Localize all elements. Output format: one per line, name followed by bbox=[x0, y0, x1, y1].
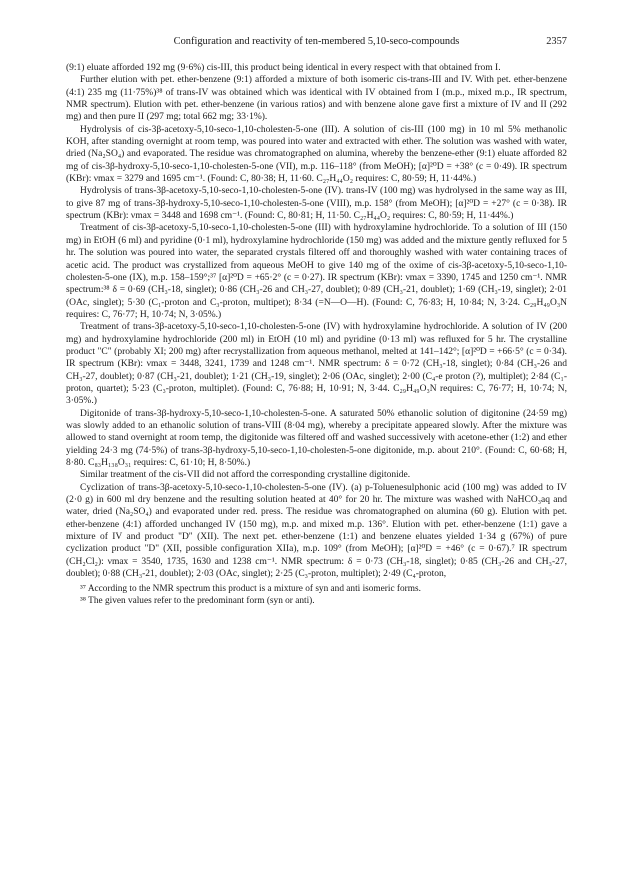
paragraph: Hydrolysis of trans-3β-acetoxy-5,10-seco-1,10-cholesten-5-one (IV). trans-IV (100 mg) was hydrolysed in the same way as III, to give 87 mg of trans-3β-hydroxy-5,10-seco-1,10-cholesten-5-one (VIII), m.p. 158° (from MeOH); [α]²⁰D = +27° (c = 0·38). IR spectrum (KBr): νmax = 3448 and 1698 cm⁻¹. (Found: C, 80·81; H, 11·50. C₂₇H₄₄O₂ requires: C, 80·59; H, 11·44%.) bbox=[66, 186, 567, 222]
paragraph: Further elution with pet. ether-benzene (9:1) afforded a mixture of both isomeric cis-trans-III and IV. With pet. ether-benzene (4:1) 235 mg (11·75%)³⁸ of trans-IV was obtained which was identical with IV obtained from I (m.p., mixed m.p., IR spectrum, NMR spectrum). Elution with pet. ether-benzene (in various ratios) and with benzene alone gave first a mixture of IV and II (292 mg) and then pure II (297 mg; total 662 mg; 33·1%). bbox=[66, 75, 567, 123]
paragraph: Similar treatment of the cis-VII did not afford the corresponding crystalline digitonide. bbox=[80, 470, 411, 481]
paragraph: Cyclization of trans-3β-acetoxy-5,10-seco-1,10-cholesten-5-one (IV). (a) p-Toluenesulphonic acid (100 mg) was added to IV (2·0 g) in 600 ml dry benzene and the resulting solution heated at 40° for 20 hr. The mixture was washed with NaHCO₃aq and water, dried (Na₂SO₄) and evaporated under red. press. The residue was chromatographed on alumina (60 g). Elution with pet. ether-benzene (4:1) afforded unchanged IV (150 mg), m.p. and mixed m.p. 136°. Elution with pet. ether-benzene (1:1) gave a mixture of IV and product "D" (XII). The next pet. ether-benzene (1:1) and benzene eluates yielded 1·34 g (67%) of pure cyclization product "D" (XII, possible configuration XIIa), m.p. 109° (from MeOH); [α]²⁰D = +46° (c = 0·67).⁷ IR spectrum (CH₂Cl₂): νmax = 3540, 1735, 1630 and 1238 cm⁻¹. NMR spectrum: δ = 0·73 (CH₃-18, singlet); 0·85 (CH₃-26 and CH₃-27, doublet); 0·88 (CH₃-21, doublet); 2·03 (OAc, singlet); 2·25 (C₃-proton, multiplet); 2·49 (C₄-proton, bbox=[66, 482, 567, 580]
page-number: 2357 bbox=[546, 36, 567, 47]
body-text bbox=[66, 62, 567, 580]
footnote: ³⁷ According to the NMR spectrum this product is a mixture of syn and anti isomeric forms. bbox=[80, 584, 421, 595]
paragraph: Digitonide of trans-3β-hydroxy-5,10-seco-1,10-cholesten-5-one. A saturated 50% ethanolic solution of digitonine (24·59 mg) was slowly added to an ethanolic solution of trans-VIII (8·04 mg), whereby a precipitate appeared slowly. After the mixture was allowed to stand overnight at room temp, the digitonide was filtered off and washed successively with acetone-ether (1:2) and ether yielding 24·3 mg (74·5%) of trans-3β-hydroxy-5,10-seco-1,10-cholesten-5-one digitonide, m.p. about 210°. (Found: C, 60·68; H, 8·80. C₈₃H₁₃₈O₃₁ requires: C, 61·10; H, 8·50%.) bbox=[66, 408, 567, 468]
paragraph: Treatment of trans-3β-acetoxy-5,10-seco-1,10-cholesten-5-one (IV) with hydroxylamine hydrochloride. A solution of IV (200 mg) and hydroxylamine hydrochloride (200 ml) in EtOH (10 ml) and pyridine (0·13 ml) was refluxed for 5 hr. The crystalline product "C" (probably XI; 200 mg) after recrystallization from aqueous methanol, melted at 141–142°; [α]²⁰D = +66·5° (c = 0·34). IR spectrum (KBr): νmax = 3448, 3241, 1739 and 1248 cm⁻¹. NMR spectrum: δ = 0·72 (CH₃-18, singlet); 0·84 (CH₃-26 and CH₃-27, doublet); 0·87 (CH₃-21, doublet); 1·21 (CH₃-19, singlet); 2·06 (OAc, singlet); 2·00 (C₄-e proton (?), multiplet); 2·84 (C₁-proton, quartet); 5·23 (C₃-proton, multiplet). (Found: C, 76·88; H, 10·91; N, 3·44. C₂₉H₄₉O₃N requires: C, 76·77; H, 10·74; N, 3·05%.) bbox=[66, 322, 567, 407]
paragraph: Treatment of cis-3β-acetoxy-5,10-seco-1,10-cholesten-5-one (III) with hydroxylamine hydrochloride. To a solution of III (150 mg) in EtOH (6 ml) and pyridine (0·1 ml), hydroxylamine hydrochloride (150 mg) was added and the mixture gently refluxed for 5 hr. The solution was poured into water, the separated crystals filtered off and thoroughly washed with water containing traces of acetic acid. The product was crystallized from aqueous MeOH to give 140 mg of the oxime of cis-3β-acetoxy-5,10-seco-1,10-cholesten-5-one (IX), m.p. 158–159°;³⁷ [α]²⁰D = +65·2° (c = 0·27). IR spectrum (KBr): νmax = 3390, 1745 and 1250 cm⁻¹. NMR spectrum:³⁸ δ = 0·69 (CH₃-18, singlet); 0·86 (CH₃-26 and CH₃-27, doublet); 0·89 (CH₃-21, doublet); 1·69 (CH₃-19, singlet); 2·01 (OAc, singlet); 5·30 (C₁-proton and C₃-proton, multipet); 8·34 (=N—O—H). (Found: C, 76·83; H, 10·84; N, 3·24. C₂₉H₄₉O₃N requires: C, 76·77; H, 10·74; N, 3·05%.) bbox=[66, 223, 567, 320]
running-header bbox=[66, 36, 567, 52]
footnote: ³⁸ The given values refer to the predominant form (syn or anti). bbox=[80, 596, 315, 607]
footnotes bbox=[66, 583, 567, 607]
paragraph: (9:1) eluate afforded 192 mg (9·6%) cis-III, this product being identical in every respect with that obtained from I. bbox=[66, 63, 501, 73]
paragraph: Hydrolysis of cis-3β-acetoxy-5,10-seco-1,10-cholesten-5-one (III). A solution of cis-III (100 mg) in 10 ml 5% methanolic KOH, after standing overnight at room temp, was poured into water and extracted with ether. The solution was washed with water, dried (Na₂SO₄) and evaporated. The residue was chromatographed on alumina, whereby the benzene-ether (9:1) eluate afforded 82 mg of cis-3β-hydroxy-5,10-seco-1,10-cholesten-5-one (VII), m.p. 116–118° (from MeOH); [α]²⁰D = +38° (c = 0·49). IR spectrum (KBr): νmax = 3279 and 1695 cm⁻¹. (Found: C, 80·38; H, 11·60. C₂₇H₄₄O₂ requires: C, 80·59; H, 11·44%.) bbox=[66, 124, 567, 185]
running-title: Configuration and reactivity of ten-membered 5,10-seco-compounds bbox=[173, 36, 460, 47]
